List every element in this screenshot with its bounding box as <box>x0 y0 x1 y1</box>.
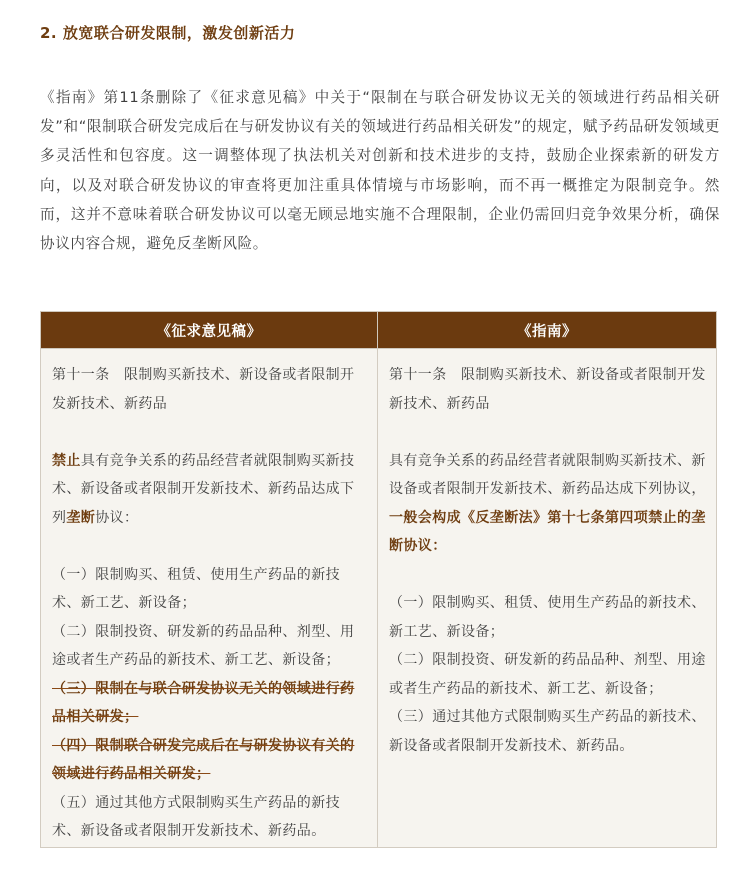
draft-intro <box>52 447 368 533</box>
table-row <box>41 349 717 848</box>
guideline-intro <box>389 447 707 561</box>
draft-item-3-deleted: （三）限制在与联合研发协议无关的领域进行药品相关研发； <box>52 680 355 725</box>
guideline-item-1: （一）限制购买、租赁、使用生产药品的新技术、新工艺、新设备； <box>389 595 706 640</box>
draft-cell <box>41 349 378 848</box>
guideline-item-2: （二）限制投资、研发新的药品品种、剂型、用途或者生产药品的新技术、新工艺、新设备； <box>389 652 706 697</box>
draft-item-2: （二）限制投资、研发新的药品品种、剂型、用途或者生产药品的新技术、新工艺、新设备； <box>52 623 355 668</box>
table-header-row <box>41 312 717 349</box>
header-draft: 《征求意见稿》 <box>41 312 378 349</box>
draft-intro-tail: 协议： <box>95 509 139 526</box>
draft-item-4-deleted: （四）限制联合研发完成后在与研发协议有关的领域进行药品相关研发； <box>52 737 355 782</box>
intro-paragraph: 《指南》第11条删除了《征求意见稿》中关于“限制在与联合研发协议无关的领域进行药品相关研发”和“限制联合研发完成后在与研发协议有关的领域进行药品相关研发”的规定，赋予药品研发领域更多灵活性和包容度。这一调整体现了执法机关对创新和技术进步的支持，鼓励企业探索新的研发方向，以及对联合研发协议的审查将更加注重具体情境与市场影响，而不再一概推定为限制竞争。然而，这并不意味着联合研发协议可以毫无顾忌地实施不合理限制，企业仍需回归竞争效果分析，确保协议内容合规，避免反垄断风险。 <box>40 89 720 253</box>
draft-item-5: （五）通过其他方式限制购买生产药品的新技术、新设备或者限制开发新技术、新药品。 <box>52 794 340 839</box>
section-heading: 2. 放宽联合研发限制，激发创新活力 <box>40 24 296 42</box>
header-guideline: 《指南》 <box>378 312 717 349</box>
draft-intro-text: 具有竞争关系的药品经营者就限制购买新技术、新设备或者限制开发新技术、新药品达成下列 <box>52 452 355 526</box>
guideline-intro-text: 具有竞争关系的药品经营者就限制购买新技术、新设备或者限制开发新技术、新药品达成下列协议， <box>389 452 706 497</box>
guideline-cell <box>378 349 717 848</box>
comparison-table <box>40 311 717 848</box>
draft-article-title: 第十一条 限制购买新技术、新设备或者限制开发新技术、新药品 <box>52 367 355 412</box>
guideline-article-title: 第十一条 限制购买新技术、新设备或者限制开发新技术、新药品 <box>389 367 706 412</box>
guideline-intro-highlight: 一般会构成《反垄断法》第十七条第四项禁止的垄断协议： <box>389 509 706 554</box>
guideline-item-3: （三）通过其他方式限制购买生产药品的新技术、新设备或者限制开发新技术、新药品。 <box>389 709 706 754</box>
draft-monopoly-highlight: 垄断 <box>66 509 96 526</box>
draft-prohibit-highlight: 禁止 <box>52 452 81 469</box>
draft-item-1: （一）限制购买、租赁、使用生产药品的新技术、新工艺、新设备； <box>52 566 340 611</box>
